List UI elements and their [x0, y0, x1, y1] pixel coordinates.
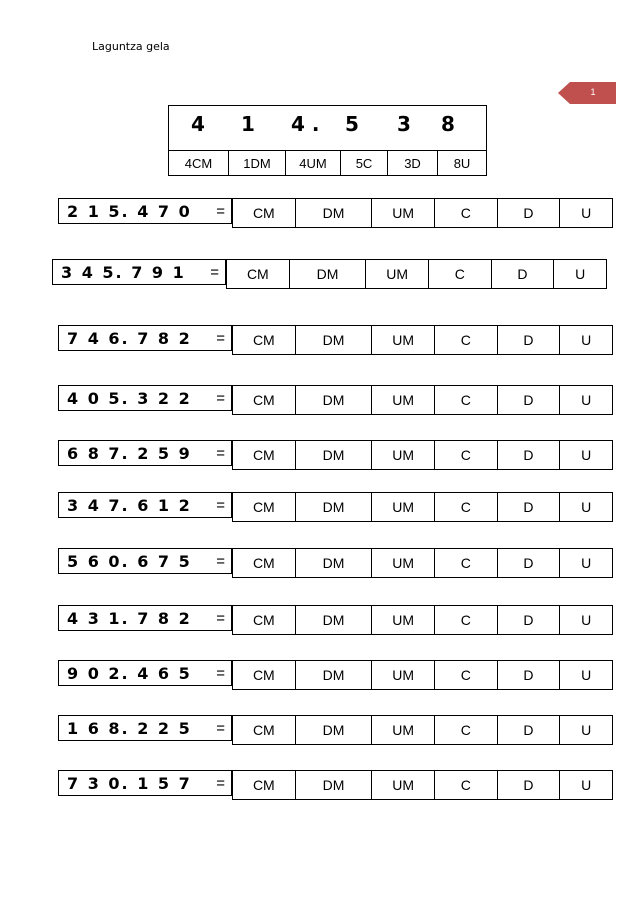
example-place-value-box — [168, 105, 487, 176]
number-box — [58, 548, 232, 574]
equals-sign: = — [216, 390, 225, 407]
exercise-row — [58, 440, 618, 470]
place-value-cell[interactable]: UM — [372, 716, 435, 744]
example-label: 1DM — [229, 151, 286, 176]
example-label: 3D — [388, 151, 438, 176]
place-value-cell[interactable]: DM — [296, 199, 373, 227]
place-value-cell[interactable]: C — [435, 606, 498, 634]
place-value-cell[interactable]: U — [581, 667, 592, 683]
place-value-cell[interactable]: D — [498, 771, 561, 799]
number-value: 5 6 0. 6 7 5 — [67, 552, 192, 571]
number-box — [58, 385, 232, 411]
exercise-row — [58, 492, 618, 522]
number-box — [58, 492, 232, 518]
place-value-cell[interactable]: DM — [296, 549, 373, 577]
place-value-cell[interactable]: C — [435, 326, 498, 354]
number-value: 4 0 5. 3 2 2 — [67, 389, 192, 408]
place-value-columns — [232, 770, 613, 800]
page-number: 1 — [590, 87, 596, 97]
equals-sign: = — [216, 330, 225, 347]
place-value-cell[interactable]: UM — [372, 441, 435, 469]
place-value-cell[interactable]: U — [581, 205, 592, 221]
equals-sign: = — [216, 445, 225, 462]
example-label: 4CM — [169, 151, 229, 176]
equals-sign: = — [216, 610, 225, 627]
exercise-row — [58, 198, 618, 228]
place-value-cell[interactable]: UM — [372, 661, 435, 689]
place-value-columns — [226, 259, 607, 289]
place-value-cell[interactable]: D — [498, 326, 561, 354]
place-value-cell[interactable]: CM — [233, 386, 296, 414]
number-value: 3 4 5. 7 9 1 — [61, 263, 186, 282]
number-box — [58, 715, 232, 741]
place-value-cell[interactable]: C — [435, 386, 498, 414]
place-value-cell[interactable]: D — [498, 493, 561, 521]
place-value-cell[interactable]: C — [435, 441, 498, 469]
place-value-cell[interactable]: C — [429, 260, 492, 288]
number-value: 7 3 0. 1 5 7 — [67, 774, 192, 793]
place-value-cell[interactable]: D — [498, 716, 561, 744]
place-value-columns — [232, 440, 613, 470]
number-box — [58, 605, 232, 631]
exercise-row — [58, 660, 618, 690]
number-value: 7 4 6. 7 8 2 — [67, 329, 192, 348]
exercise-row — [58, 548, 618, 578]
place-value-cell[interactable]: DM — [290, 260, 367, 288]
place-value-cell[interactable]: D — [498, 441, 561, 469]
place-value-cell[interactable]: DM — [296, 493, 373, 521]
example-digit: 4 — [191, 112, 205, 136]
number-box — [58, 325, 232, 351]
place-value-cell[interactable]: C — [435, 493, 498, 521]
equals-sign: = — [216, 553, 225, 570]
place-value-cell[interactable]: D — [492, 260, 555, 288]
place-value-cell[interactable]: U — [581, 447, 592, 463]
place-value-columns — [232, 605, 613, 635]
example-digit: 4 . — [291, 112, 320, 136]
place-value-cell[interactable]: D — [498, 606, 561, 634]
place-value-columns — [232, 325, 613, 355]
equals-sign: = — [210, 264, 219, 281]
place-value-cell[interactable]: C — [435, 199, 498, 227]
equals-sign: = — [216, 720, 225, 737]
place-value-cell[interactable]: CM — [233, 716, 296, 744]
equals-sign: = — [216, 665, 225, 682]
place-value-cell[interactable]: CM — [233, 661, 296, 689]
place-value-cell[interactable]: UM — [372, 386, 435, 414]
exercise-row — [58, 715, 618, 745]
place-value-cell[interactable]: C — [435, 771, 498, 799]
place-value-cell[interactable]: D — [498, 661, 561, 689]
place-value-cell[interactable]: C — [435, 716, 498, 744]
place-value-cell[interactable]: UM — [372, 326, 435, 354]
number-value: 6 8 7. 2 5 9 — [67, 444, 192, 463]
example-digits — [169, 106, 486, 150]
place-value-cell[interactable]: CM — [233, 549, 296, 577]
place-value-cell[interactable]: UM — [372, 771, 435, 799]
place-value-columns — [232, 492, 613, 522]
place-value-columns — [232, 385, 613, 415]
number-value: 9 0 2. 4 6 5 — [67, 664, 192, 683]
number-box — [58, 770, 232, 796]
place-value-cell[interactable]: CM — [227, 260, 290, 288]
place-value-columns — [232, 660, 613, 690]
example-labels — [169, 150, 486, 176]
number-value: 2 1 5. 4 7 0 — [67, 202, 192, 221]
place-value-columns — [232, 198, 613, 228]
example-label: 4UM — [286, 151, 341, 176]
place-value-cell[interactable]: U — [581, 612, 592, 628]
place-value-cell[interactable]: C — [435, 549, 498, 577]
place-value-cell[interactable]: DM — [296, 326, 373, 354]
exercise-row — [58, 605, 618, 635]
place-value-columns — [232, 548, 613, 578]
example-digit: 5 — [345, 112, 359, 136]
place-value-cell[interactable]: CM — [233, 771, 296, 799]
example-label: 8U — [453, 156, 471, 171]
place-value-cell[interactable]: CM — [233, 199, 296, 227]
place-value-cell[interactable]: DM — [296, 606, 373, 634]
example-label: 5C — [341, 151, 388, 176]
number-box — [52, 259, 226, 285]
place-value-cell[interactable]: U — [581, 392, 592, 408]
number-box — [58, 440, 232, 466]
place-value-cell[interactable]: UM — [372, 606, 435, 634]
place-value-cell[interactable]: UM — [372, 199, 435, 227]
place-value-cell[interactable]: UM — [372, 493, 435, 521]
place-value-columns — [232, 715, 613, 745]
example-digit: 3 — [397, 112, 411, 136]
number-value: 4 3 1. 7 8 2 — [67, 609, 192, 628]
page-number-tab — [570, 82, 616, 104]
place-value-cell[interactable]: DM — [296, 661, 373, 689]
place-value-cell[interactable]: DM — [296, 771, 373, 799]
place-value-cell[interactable]: U — [581, 555, 592, 571]
place-value-cell[interactable]: CM — [233, 326, 296, 354]
exercise-row — [58, 385, 618, 415]
place-value-cell[interactable]: D — [498, 549, 561, 577]
place-value-cell[interactable]: C — [435, 661, 498, 689]
number-box — [58, 198, 232, 224]
place-value-cell[interactable]: DM — [296, 386, 373, 414]
number-value: 1 6 8. 2 2 5 — [67, 719, 192, 738]
place-value-cell[interactable]: D — [498, 199, 561, 227]
exercise-row — [58, 325, 618, 355]
equals-sign: = — [216, 497, 225, 514]
example-digit: 8 — [441, 112, 455, 136]
header-title: Laguntza gela — [92, 40, 170, 53]
exercise-row — [52, 259, 612, 289]
place-value-cell[interactable]: CM — [233, 441, 296, 469]
example-digit: 1 — [241, 112, 255, 136]
equals-sign: = — [216, 775, 225, 792]
place-value-cell[interactable]: CM — [233, 493, 296, 521]
place-value-cell[interactable]: U — [581, 499, 592, 515]
equals-sign: = — [216, 203, 225, 220]
place-value-cell[interactable]: DM — [296, 441, 373, 469]
place-value-cell[interactable]: UM — [372, 549, 435, 577]
exercise-row — [58, 770, 618, 800]
place-value-cell[interactable]: D — [498, 386, 561, 414]
place-value-cell[interactable]: CM — [233, 606, 296, 634]
place-value-cell[interactable]: DM — [296, 716, 373, 744]
place-value-cell[interactable]: U — [581, 332, 592, 348]
place-value-cell[interactable]: U — [575, 266, 586, 282]
place-value-cell[interactable]: U — [581, 722, 592, 738]
place-value-cell[interactable]: U — [581, 777, 592, 793]
number-box — [58, 660, 232, 686]
number-value: 3 4 7. 6 1 2 — [67, 496, 192, 515]
place-value-cell[interactable]: UM — [366, 260, 429, 288]
